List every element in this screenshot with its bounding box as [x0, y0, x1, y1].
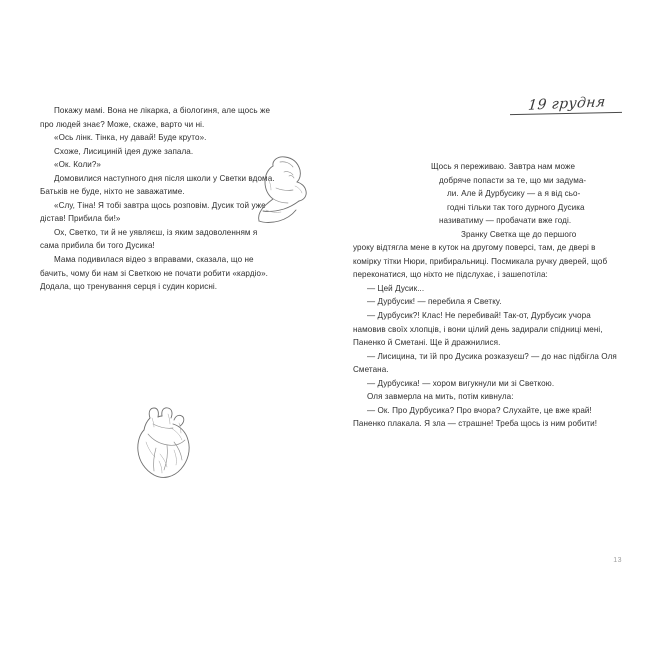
- text-line: годні тільки так того дурного Дусика: [447, 202, 585, 212]
- text-line: ли. Але й Дурбусику — а я від сьо-: [447, 189, 581, 199]
- text-line: добряче попасти за те, що ми задума-: [439, 175, 587, 185]
- paragraph: — Лисицина, ти їй про Дусика розказуєш? — до нас підбігла Оля Сметана.: [353, 351, 617, 375]
- anatomical-heart-icon: [126, 404, 202, 482]
- right-page: [325, 0, 650, 650]
- paragraph: Домовилися наступного дня після школи у Светки вдома. Батьків не буде, ніхто не заважатиме.: [40, 173, 275, 197]
- paragraph: — Дурбусик! — перебила я Светку.: [367, 297, 502, 307]
- right-page-text-column: [353, 160, 625, 431]
- page-number: 13: [613, 557, 622, 564]
- paragraph: — Дурбусика! — хором вигукнули ми зі Светкою.: [367, 378, 555, 388]
- paragraph: Ох, Светко, ти й не уявляєш, із яким задоволенням я сама прибила би того Дусика!: [40, 227, 258, 251]
- paragraph: Оля завмерла на мить, потім кивнула:: [367, 392, 514, 402]
- paragraph: «Ок. Коли?»: [54, 160, 102, 170]
- paragraph: «Ось лінк. Тінка, ну давай! Буде круто».: [54, 133, 207, 143]
- text-line: називатиму — пробачати вже годі.: [439, 216, 572, 226]
- paragraph: — Дурбусик?! Клас! Не перебивай! Так-от, Дурбусик учора намовив своїх хлопців, і вони цілий день задирали спідниці мені, Паненко й Сметані. Ще й дражнилися.: [353, 311, 603, 348]
- paragraph: Покажу мамі. Вона не лікарка, а біологиня, але щось же про людей знає? Може, скаже, варто чи ні.: [40, 106, 271, 129]
- paragraph: Мама подивилася відео з вправами, сказала, що не бачить, чому би нам зі Светкою не почати робити «кардіо». Додала, що тренування серця і судин корисні.: [40, 255, 269, 292]
- paragraph: — Цей Дусик...: [367, 283, 425, 293]
- paragraph: Схоже, Лисициній ідея дуже запала.: [54, 146, 194, 156]
- flexed-arm-muscle-icon: [252, 152, 324, 226]
- left-page-text-column: [40, 104, 278, 294]
- paragraph: — Ок. Про Дурбусика? Про вчора? Слухайте, це вже край! Паненко плакала. Я зла — страшне! Треба щось із ним робити!: [353, 405, 598, 429]
- paragraph: уроку відтягла мене в куток на другому поверсі, там, де двері в комірку тітки Нюри, прибиральниці. Посмикала ручку дверей, щоб переконатися, що ніхто не підслухає, і зашепотіла:: [353, 243, 608, 280]
- text-line: Щось я переживаю. Завтра нам може: [431, 162, 576, 171]
- handwritten-date-heading: [510, 96, 622, 114]
- paragraph-wrapping-illustration: [353, 160, 625, 241]
- text-line: Зранку Светка ще до першого: [461, 229, 577, 239]
- date-text: 19 грудня: [527, 94, 607, 114]
- paragraph: «Слу, Тіна! Я тобі завтра щось розповім. Дусик той уже дістав! Прибила би!»: [40, 200, 266, 224]
